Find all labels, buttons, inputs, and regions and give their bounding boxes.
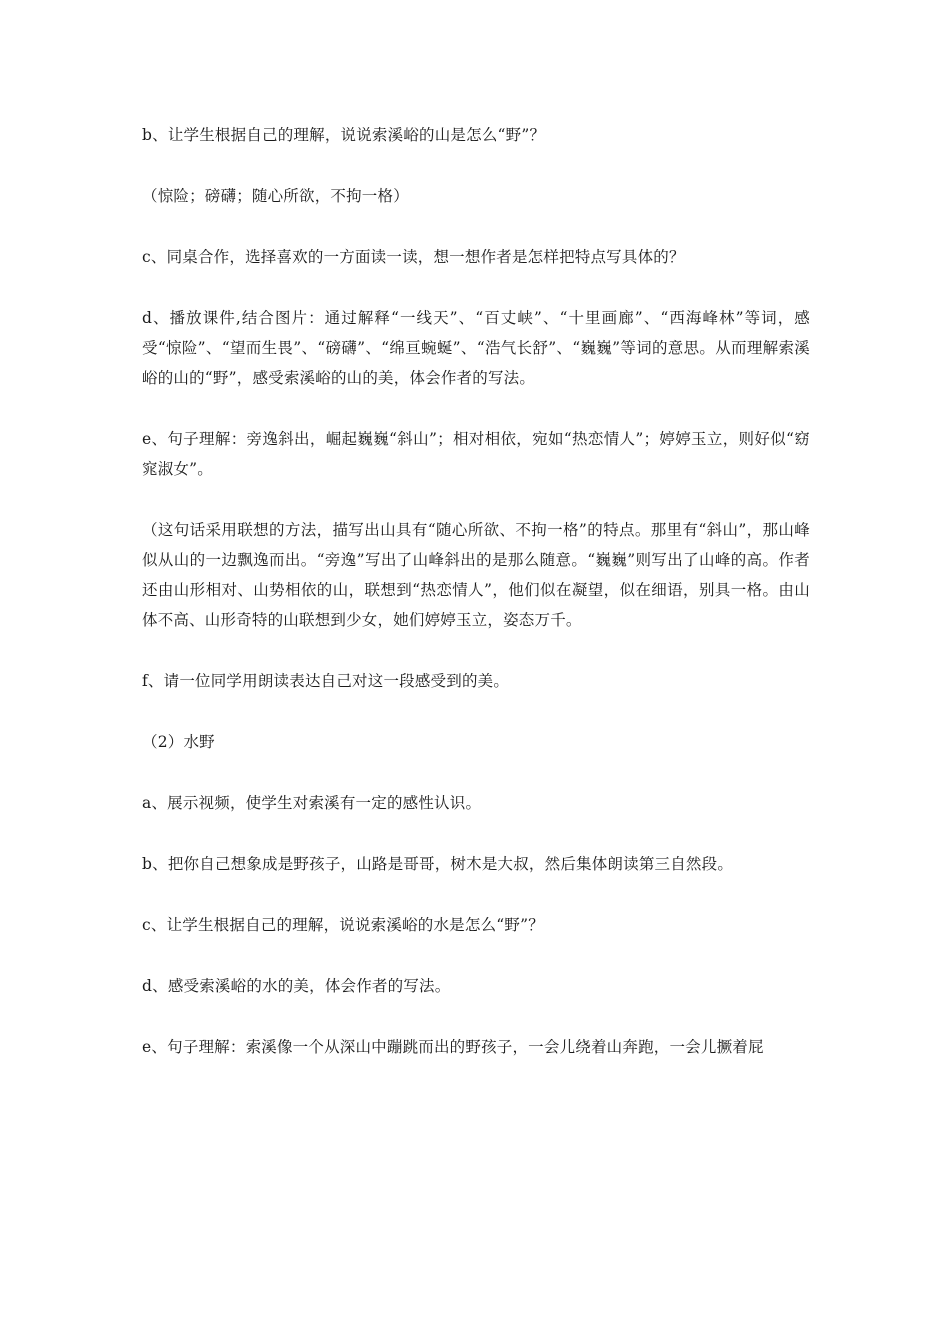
document-body: [142, 120, 810, 1062]
paragraph-c-water-question: c、让学生根据自己的理解，说说索溪峪的水是怎么“野”？: [142, 916, 544, 934]
paragraph-b-mountain-question: b、让学生根据自己的理解，说说索溪峪的山是怎么“野”？: [142, 126, 546, 144]
paragraph-e-sentence: e、句子理解：旁逸斜出，崛起巍巍“斜山”；相对相依，宛如“热恋情人”；婷婷玉立，则好似“窈窕淑女”。: [142, 430, 810, 478]
paragraph-d-water-beauty: d、感受索溪峪的水的美，体会作者的写法。: [142, 977, 451, 995]
paragraph-d-courseware: d、播放课件,结合图片：通过解释“一线天”、“百丈峡”、“十里画廊”、“西海峰林”等词，感受“惊险”、“望而生畏”、“磅礴”、“绵亘蜿蜒”、“浩气长舒”、“巍巍”等词的意思。从而理解索溪峪的山的“野”，感受索溪峪的山的美，体会作者的写法。: [142, 309, 810, 387]
paragraph-answer-note: （惊险；磅礴；随心所欲，不拘一格）: [142, 187, 409, 205]
paragraph-a-video: a、展示视频，使学生对索溪有一定的感性认识。: [142, 794, 482, 812]
paragraph-c-deskmate: c、同桌合作，选择喜欢的一方面读一读，想一想作者是怎样把特点写具体的？: [142, 248, 685, 266]
paragraph-analysis: （这句话采用联想的方法，描写出山具有“随心所欲、不拘一格”的特点。那里有“斜山”，那山峰似从山的一边飘逸而出。“旁逸”写出了山峰斜出的是那么随意。“巍巍”则写出了山峰的高。作者还由山形相对、山势相依的山，联想到“热恋情人”，他们似在凝望，似在细语，别具一格。由山体不高、山形奇特的山联想到少女，她们婷婷玉立，姿态万千。: [142, 521, 810, 629]
section-heading-water: （2）水野: [142, 733, 215, 751]
paragraph-f-reading: f、请一位同学用朗读表达自己对这一段感受到的美。: [142, 672, 510, 690]
paragraph-e-water-sentence: e、句子理解：索溪像一个从深山中蹦跳而出的野孩子，一会儿绕着山奔跑，一会儿撅着屁: [142, 1038, 764, 1056]
paragraph-b-wild-child: b、把你自己想象成是野孩子，山路是哥哥，树木是大叔，然后集体朗读第三自然段。: [142, 855, 734, 873]
